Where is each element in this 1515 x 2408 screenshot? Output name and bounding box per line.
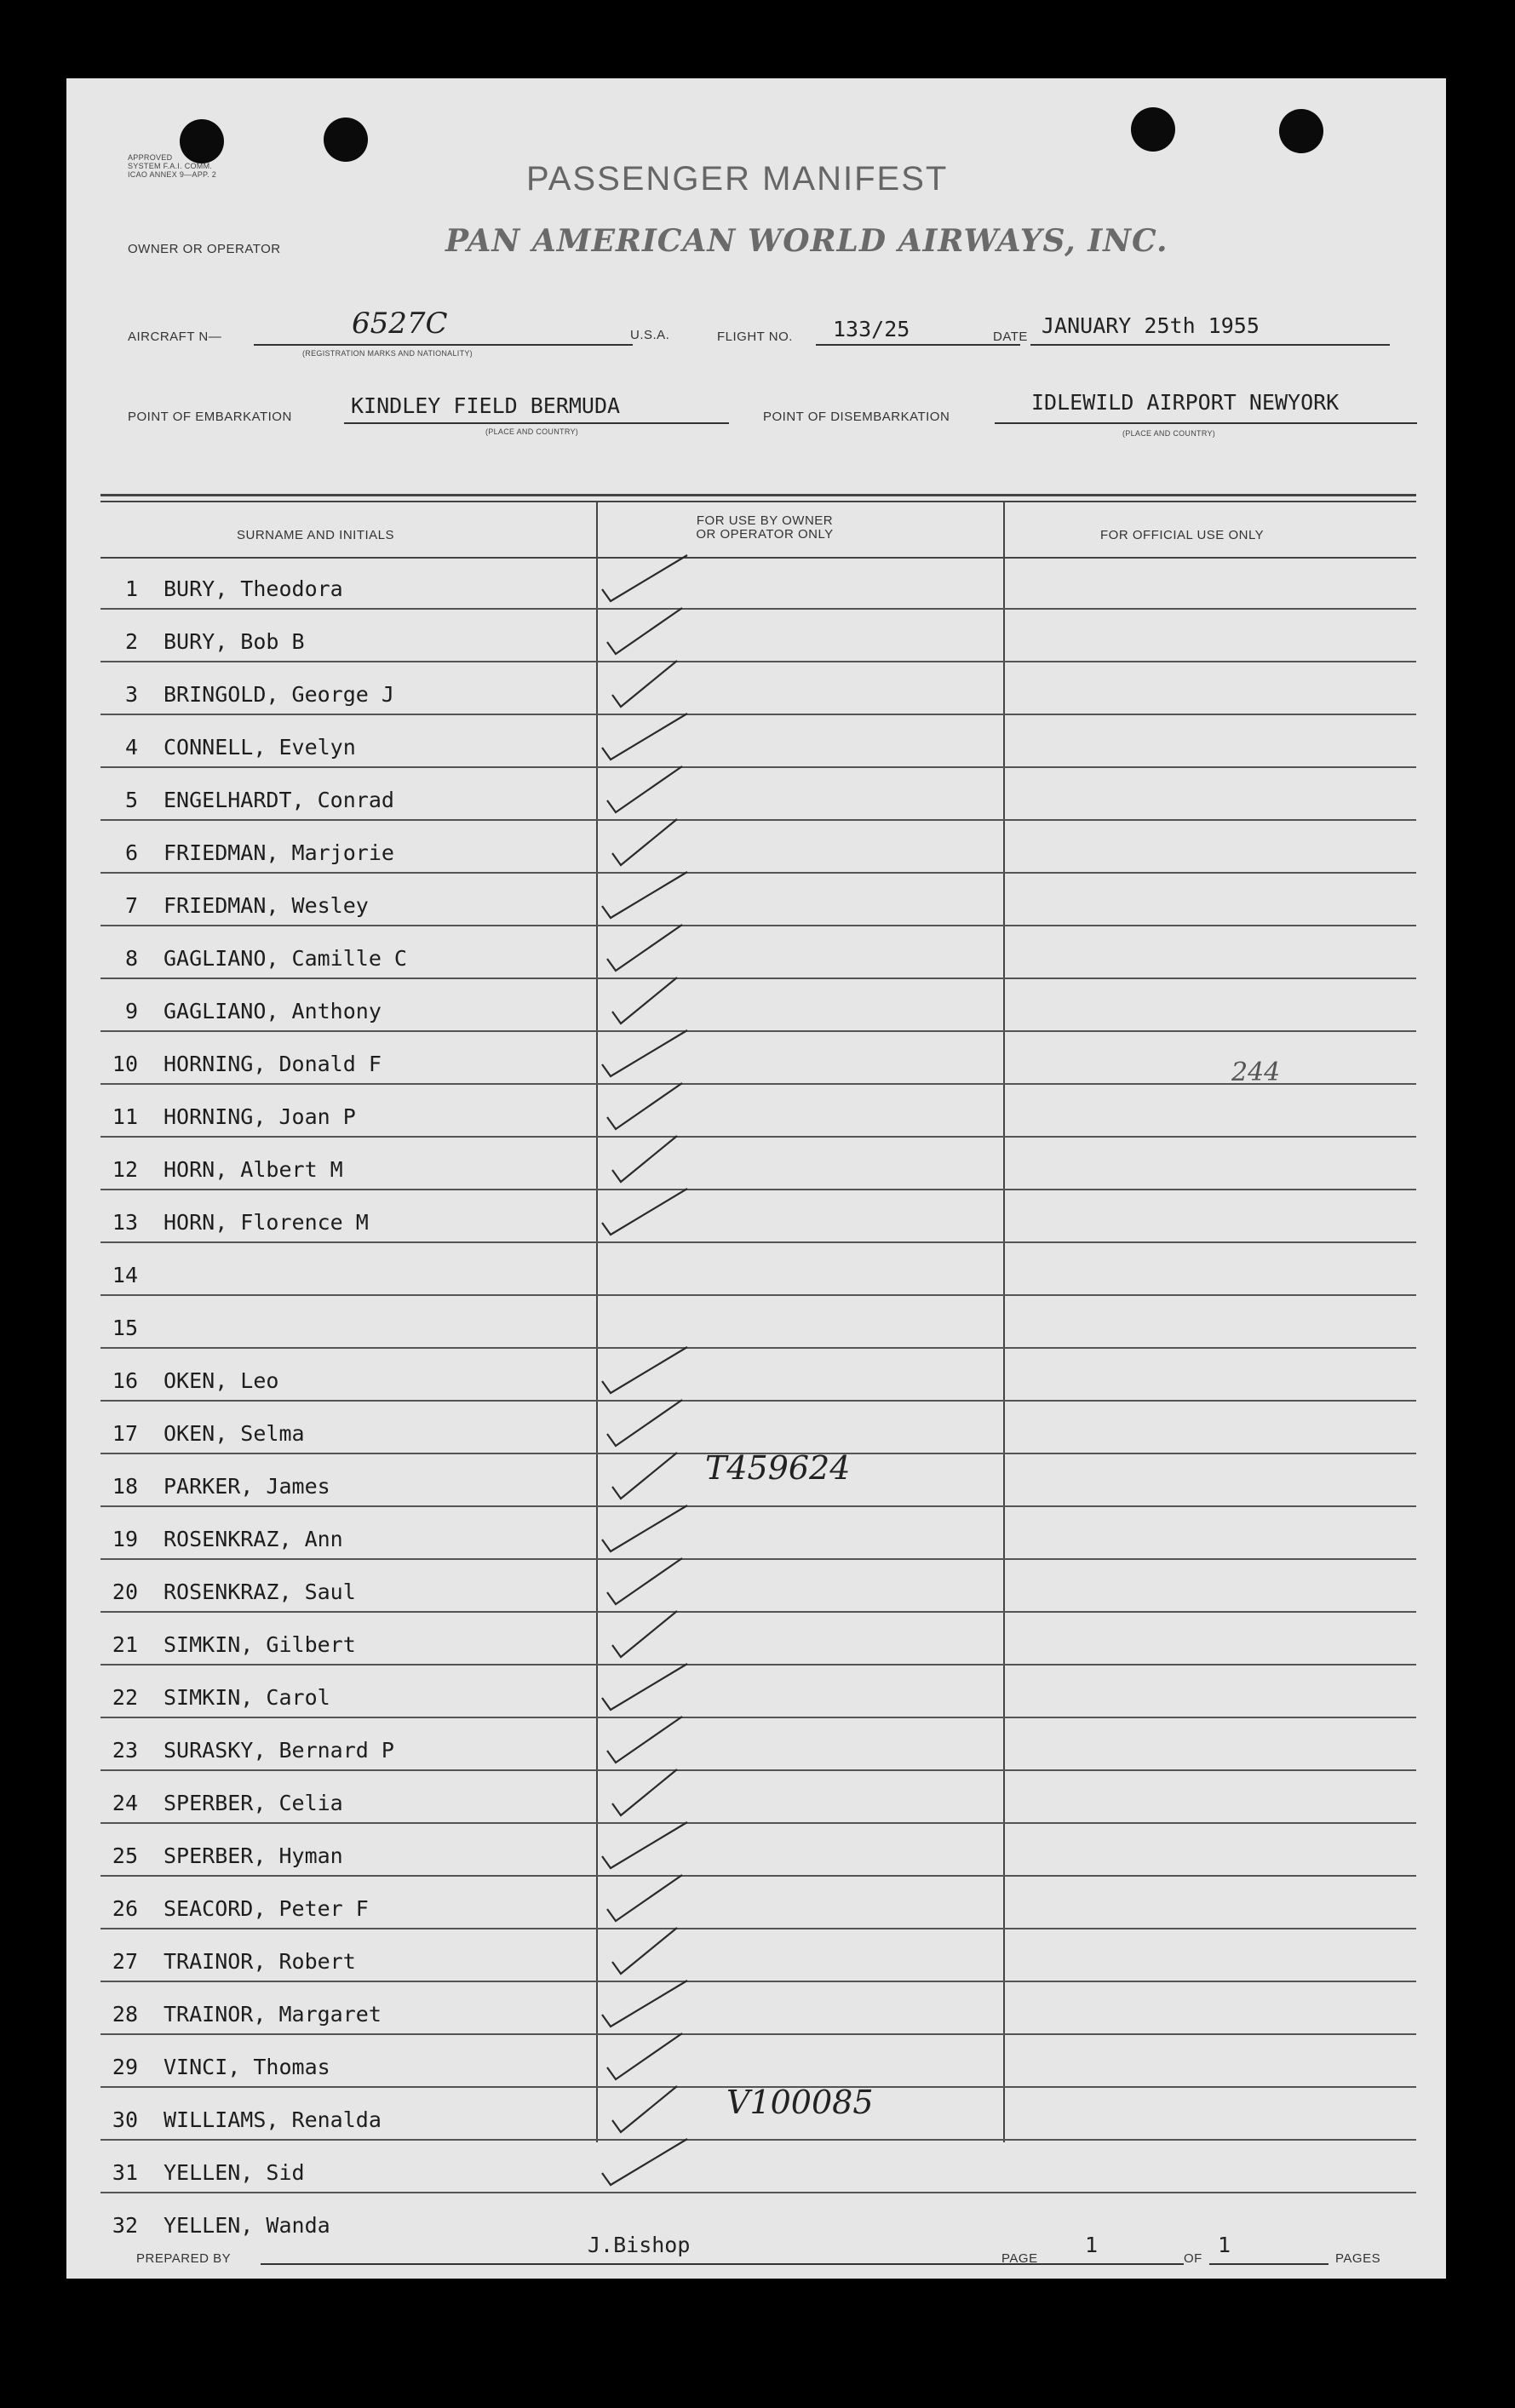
check-mark-icon	[599, 2079, 692, 2139]
check-mark-icon	[599, 1657, 692, 1717]
passenger-row	[100, 2141, 1416, 2193]
check-mark-icon	[599, 812, 692, 872]
check-mark-icon	[599, 1393, 692, 1453]
passenger-number: 30	[112, 2107, 138, 2132]
passenger-row	[100, 1138, 1416, 1190]
passenger-row	[100, 1824, 1416, 1877]
passenger-name: GAGLIANO, Anthony	[164, 999, 382, 1023]
punch-hole-left-2	[324, 118, 368, 162]
passenger-row	[100, 557, 1416, 610]
passenger-name: ROSENKRAZ, Ann	[164, 1527, 343, 1551]
passenger-number: 1	[124, 576, 138, 601]
passenger-name: GAGLIANO, Camille C	[164, 946, 407, 971]
flight-underline	[816, 344, 1020, 346]
passenger-row	[100, 2035, 1416, 2088]
passenger-number: 4	[124, 735, 138, 760]
passenger-name: BRINGOLD, George J	[164, 682, 394, 707]
passenger-row	[100, 874, 1416, 926]
check-mark-icon	[599, 2132, 692, 2192]
of-underline	[1209, 2263, 1328, 2265]
passenger-number: 7	[124, 893, 138, 918]
passenger-name: SIMKIN, Gilbert	[164, 1632, 356, 1657]
passenger-row	[100, 1296, 1416, 1349]
passenger-number: 32	[112, 2213, 138, 2238]
column-header-owner: FOR USE BY OWNER OR OPERATOR ONLY	[696, 513, 834, 542]
passenger-name: PARKER, James	[164, 1474, 330, 1499]
check-mark-icon	[599, 1129, 692, 1189]
flight-label: FLIGHT NO.	[717, 330, 793, 344]
passenger-row	[100, 1190, 1416, 1243]
table-top-rule-2	[100, 501, 1416, 502]
passenger-name: YELLEN, Sid	[164, 2160, 305, 2185]
passenger-row	[100, 926, 1416, 979]
passenger-name: CONNELL, Evelyn	[164, 735, 356, 760]
column-header-surname: SURNAME AND INITIALS	[237, 528, 395, 542]
passenger-name: SPERBER, Hyman	[164, 1843, 343, 1868]
column-header-official: FOR OFFICIAL USE ONLY	[1100, 528, 1265, 542]
table-top-rule	[100, 494, 1416, 496]
prepared-by: J.Bishop	[588, 2233, 691, 2257]
disembark-underline	[995, 422, 1417, 424]
check-mark-icon	[599, 548, 692, 608]
passenger-row	[100, 610, 1416, 662]
passenger-row	[100, 1560, 1416, 1613]
manifest-sheet	[66, 78, 1446, 2279]
check-mark-icon	[599, 1182, 692, 1241]
passenger-number: 20	[112, 1580, 138, 1604]
passenger-name: HORN, Albert M	[164, 1157, 343, 1182]
passenger-name: BURY, Theodora	[164, 576, 343, 601]
check-mark-icon	[599, 760, 692, 819]
passenger-number: 25	[112, 1843, 138, 1868]
passenger-row	[100, 1718, 1416, 1771]
passenger-number: 16	[112, 1368, 138, 1393]
passenger-number: 15	[112, 1316, 138, 1340]
check-mark-icon	[599, 1076, 692, 1136]
aircraft-country: U.S.A.	[630, 328, 670, 342]
operator-name: PAN AMERICAN WORLD AIRWAYS, INC.	[445, 223, 1168, 259]
passenger-name: BURY, Bob B	[164, 629, 305, 654]
passenger-number: 8	[124, 946, 138, 971]
check-mark-icon	[599, 918, 692, 978]
passenger-number: 14	[112, 1263, 138, 1287]
embark-label: POINT OF EMBARKATION	[128, 410, 292, 424]
check-mark-icon	[599, 1551, 692, 1611]
passenger-row	[100, 1771, 1416, 1824]
of-label: OF	[1184, 2251, 1202, 2266]
passenger-row	[100, 1877, 1416, 1929]
passenger-number: 26	[112, 1896, 138, 1921]
aircraft-label: AIRCRAFT N—	[128, 330, 222, 344]
official-note-row10: 244	[1231, 1058, 1281, 1087]
passenger-name: HORN, Florence M	[164, 1210, 369, 1235]
date-underline	[1030, 344, 1390, 346]
disembark-caption: (PLACE AND COUNTRY)	[1122, 429, 1216, 438]
passenger-number: 2	[124, 629, 138, 654]
passenger-number: 6	[124, 840, 138, 865]
passenger-number: 29	[112, 2055, 138, 2079]
passenger-row	[100, 1929, 1416, 1982]
passenger-name: SEACORD, Peter F	[164, 1896, 369, 1921]
registration-caption: (REGISTRATION MARKS AND NATIONALITY)	[302, 349, 473, 358]
check-mark-icon	[599, 1340, 692, 1400]
passenger-name: ROSENKRAZ, Saul	[164, 1580, 356, 1604]
prepared-label: PREPARED BY	[136, 2251, 232, 2266]
punch-hole-right-2	[1279, 109, 1323, 153]
flight-number: 133/25	[833, 317, 910, 341]
passenger-number: 18	[112, 1474, 138, 1499]
check-mark-icon	[599, 1499, 692, 1558]
owner-note-row18: T459624	[705, 1449, 851, 1487]
passenger-row	[100, 662, 1416, 715]
passenger-number: 10	[112, 1052, 138, 1076]
approval-line-3: ICAO ANNEX 9—APP. 2	[128, 170, 217, 179]
passenger-name: TRAINOR, Robert	[164, 1949, 356, 1974]
check-mark-icon	[599, 1763, 692, 1822]
check-mark-icon	[599, 1974, 692, 2033]
passenger-row	[100, 1507, 1416, 1560]
passenger-name: ENGELHARDT, Conrad	[164, 788, 394, 812]
aircraft-underline	[254, 344, 633, 346]
passenger-number: 21	[112, 1632, 138, 1657]
passenger-name: HORNING, Donald F	[164, 1052, 382, 1076]
passenger-number: 12	[112, 1157, 138, 1182]
passenger-row	[100, 1032, 1416, 1085]
page-underline	[1046, 2263, 1184, 2265]
passenger-row	[100, 715, 1416, 768]
passenger-row	[100, 1982, 1416, 2035]
check-mark-icon	[599, 1868, 692, 1928]
disembark-label: POINT OF DISEMBARKATION	[763, 410, 950, 424]
passenger-number: 19	[112, 1527, 138, 1551]
check-mark-icon	[599, 601, 692, 661]
passenger-row	[100, 768, 1416, 821]
passenger-name: YELLEN, Wanda	[164, 2213, 330, 2238]
passenger-number: 23	[112, 1738, 138, 1763]
page-title: PASSENGER MANIFEST	[526, 160, 949, 198]
check-mark-icon	[599, 1446, 692, 1505]
approval-note	[128, 153, 216, 179]
embark-caption: (PLACE AND COUNTRY)	[485, 427, 579, 436]
passenger-number: 11	[112, 1104, 138, 1129]
passenger-row	[100, 1085, 1416, 1138]
passenger-name: SIMKIN, Carol	[164, 1685, 330, 1710]
passenger-number: 5	[124, 788, 138, 812]
passenger-number: 28	[112, 2002, 138, 2027]
check-mark-icon	[599, 1604, 692, 1664]
passenger-number: 3	[124, 682, 138, 707]
aircraft-registration: 6527C	[352, 307, 448, 341]
owner-label: OWNER OR OPERATOR	[128, 242, 281, 256]
approval-line-2: SYSTEM F.A.I. COMM.	[128, 162, 213, 170]
check-mark-icon	[599, 865, 692, 925]
date-label: DATE	[993, 330, 1028, 344]
passenger-number: 22	[112, 1685, 138, 1710]
passenger-name: WILLIAMS, Renalda	[164, 2107, 382, 2132]
passenger-row	[100, 1402, 1416, 1454]
check-mark-icon	[599, 1921, 692, 1981]
disembarkation-place: IDLEWILD AIRPORT NEWYORK	[1031, 390, 1340, 415]
passenger-name: SPERBER, Celia	[164, 1791, 343, 1815]
approval-line-1: APPROVED	[128, 153, 173, 162]
check-mark-icon	[599, 971, 692, 1030]
passenger-name: FRIEDMAN, Wesley	[164, 893, 369, 918]
check-mark-icon	[599, 2027, 692, 2086]
passenger-row	[100, 1349, 1416, 1402]
check-mark-icon	[599, 654, 692, 714]
passenger-row	[100, 1243, 1416, 1296]
passenger-row	[100, 979, 1416, 1032]
pages-label: PAGES	[1335, 2251, 1381, 2266]
check-mark-icon	[599, 1710, 692, 1769]
passenger-name: FRIEDMAN, Marjorie	[164, 840, 394, 865]
passenger-number: 27	[112, 1949, 138, 1974]
check-mark-icon	[599, 1815, 692, 1875]
check-mark-icon	[599, 707, 692, 766]
embark-underline	[344, 422, 729, 424]
passenger-number: 9	[124, 999, 138, 1023]
passenger-name: VINCI, Thomas	[164, 2055, 330, 2079]
prepared-underline	[261, 2263, 1065, 2265]
check-mark-icon	[599, 1023, 692, 1083]
embarkation-place: KINDLEY FIELD BERMUDA	[351, 393, 621, 418]
passenger-name: SURASKY, Bernard P	[164, 1738, 394, 1763]
passenger-number: 17	[112, 1421, 138, 1446]
passenger-name: OKEN, Leo	[164, 1368, 279, 1393]
punch-hole-right-1	[1131, 107, 1175, 152]
passenger-row	[100, 1613, 1416, 1666]
passenger-number: 13	[112, 1210, 138, 1235]
passenger-row	[100, 821, 1416, 874]
passenger-name: TRAINOR, Margaret	[164, 2002, 382, 2027]
passenger-number: 24	[112, 1791, 138, 1815]
page-number: 1	[1085, 2233, 1099, 2257]
passenger-row	[100, 1666, 1416, 1718]
owner-note-row30: V100085	[726, 2084, 874, 2121]
flight-date: JANUARY 25th 1955	[1042, 313, 1260, 338]
passenger-name: HORNING, Joan P	[164, 1104, 356, 1129]
passenger-number: 31	[112, 2160, 138, 2185]
page-label: PAGE	[1001, 2251, 1038, 2266]
passenger-name: OKEN, Selma	[164, 1421, 305, 1446]
page-total: 1	[1218, 2233, 1231, 2257]
